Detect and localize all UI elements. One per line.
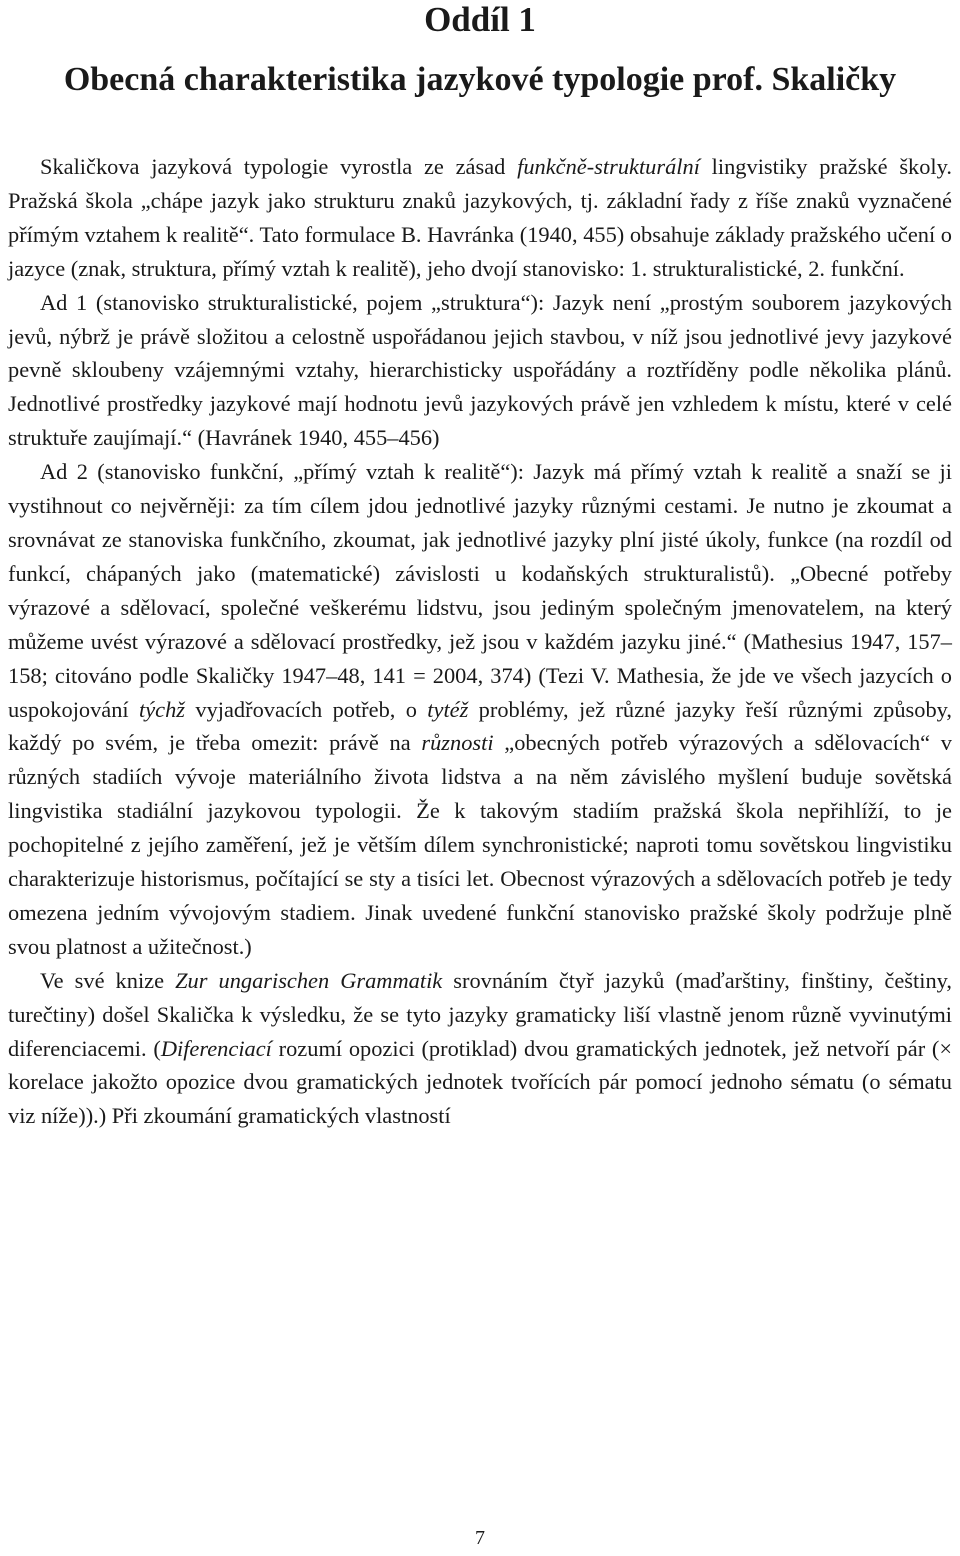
page-number: 7 (475, 1527, 485, 1549)
italic-run: tytéž (427, 696, 469, 722)
paragraph (8, 455, 952, 964)
paragraph (8, 286, 952, 456)
italic-run: funkčně-strukturální (517, 154, 700, 179)
italic-run: různosti (421, 730, 494, 756)
text-run: Ve své knize (40, 967, 176, 993)
text-run: srovnáním čtyř jazyků (maďarštiny, finštiny, češtiny, turečtiny) došel Skalička k výsledku, že se tyto jazyky gramaticky liší vlastně jenom různě vyvinutými diferenciacemi. ( (8, 967, 952, 1061)
text-run: Ad 2 (stanovisko funkční, „přímý vztah k realitě“): Jazyk má přímý vztah k realitě a snaží se ji vystihnout co nejvěrněji: za tím cílem jdou jednotlivé jazyky různými cestami. Je nutno je zkoumat a srovnávat ze stanoviska funkčního, zkoumat, jak jednotlivé jazyky plní jisté úkoly, funkce (na rozdíl od funkcí, chápaných jako (matematické) závislosti u kodaňských strukturalistů). „Obecné potřeby výrazové a sdělovací, společné veškerému lidstvu, jsou jediným společným jmenovatelem, na který můžeme uvést výrazové a sdělovací prostředky, jež jsou v každém jazyku jiné.“ (Mathesius 1947, 157–158; citováno podle Skaličky 1947–48, 141 = 2004, 374) (Tezi V. Mathesia, že jde ve všech jazycích o uspokojování (8, 459, 952, 722)
section-label: Oddíl 1 (424, 0, 536, 39)
chapter-title: Obecná charakteristika jazykové typologie prof. Skaličky (63, 61, 897, 98)
italic-run: Zur ungarischen Grammatik (175, 967, 443, 993)
body-text (8, 150, 952, 1133)
paragraph (8, 150, 952, 286)
italic-run: Diferenciací (160, 1035, 272, 1061)
text-run: lingvistiky pražské školy. Pražská škola „chápe jazyk jako strukturu znaků jazykových, tj. základní řady z říše znaků vyznačené přímým vztahem k realitě“. Tato formulace B. Havránka (1940, 455) obsahuje základy pražského učení o jazyce (znak, struktura, přímý vztah k realitě), jeho dvojí stanovisko: 1. strukturalistické, 2. funkční. (8, 154, 952, 281)
text-run: problémy, jež různé jazyky řeší různými způsoby, každý po svém, je třeba omezit: právě na (8, 696, 952, 756)
text-run: Skaličkova jazyková typologie vyrostla ze zásad (40, 154, 518, 179)
text-run: rozumí opozici (protiklad) dvou gramatických jednotek, jež netvoří pár (× korelace jakožto opozice dvou gramatických jednotek tvořících pár pomocí jednoho sématu (o sématu viz níže)).) Při zkoumání gramatických vlastností (8, 1035, 952, 1129)
text-run: „obecných potřeb výrazových a sdělovacích“ v různých stadiích vývoje materiálního života lidstva a na něm závislého myšlení buduje sovětská lingvistika stadiální jazykovou typologii. Že k takovým stadiím pražská škola nepřihlíží, to je pochopitelné z jejího zaměření, jež je větším dílem synchronistické; naproti tomu sovětskou lingvistiku charakterizuje historismus, počítající se sty a tisíci let. Obecnost výrazových a sdělovacích potřeb je tedy omezena jedním vývojovým stadiem. Jinak uvedené funkční stanovisko pražské školy podržuje plně svou platnost a užitečnost.) (8, 730, 952, 959)
text-run: Ad 1 (stanovisko strukturalistické, pojem „struktura“): Jazyk není „prostým souborem jazykových jevů, nýbrž je právě složitou a celostně uspořádanou jejich stavbou, v níž jsou jednotlivé jevy jazykové pevně skloubeny vzájemnými vztahy, hierarchisticky uspořádány a roztříděny podle několika plánů. Jednotlivé prostředky jazykové mají hodnotu jevů jazykových právě jen vzhledem k místu, které v celé struktuře zaujímají.“ (Havránek 1940, 455–456) (8, 289, 952, 451)
text-run: vyjadřovacích potřeb, o (185, 696, 428, 722)
paragraph (8, 964, 952, 1134)
italic-run: týchž (139, 696, 186, 722)
